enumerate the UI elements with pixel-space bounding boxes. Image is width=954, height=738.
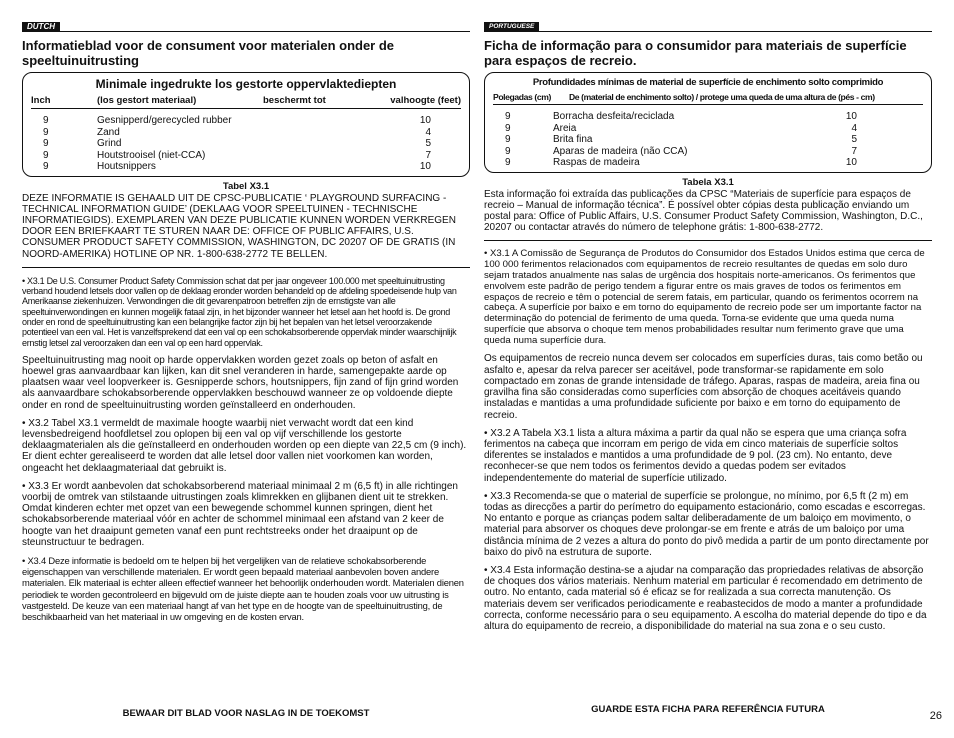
table-row: 9 Grind 5 bbox=[43, 138, 431, 149]
column-header: De (material de enchimento solto) / protege uma queda de uma altura de (pés - cm) bbox=[569, 92, 875, 102]
table-row: 9 Borracha desfeita/reciclada 10 bbox=[505, 111, 857, 122]
divider bbox=[22, 267, 470, 268]
table-row: 9 Zand 4 bbox=[43, 126, 431, 138]
table-row: 9 Aparas de madeira (não CCA) 7 bbox=[505, 145, 857, 157]
footer-note: GUARDE ESTA FICHA PARA REFERÊNCIA FUTURA bbox=[591, 704, 825, 715]
paragraph-x3-1: • X3.1 A Comissão de Segurança de Produtos do Consumidor dos Estados Unidos estima que cerca de 100 000 ferimentos relacionados com equipamentos de recreio resultantes de quedas em solo duro sejam tratados anualmente nas salas de urgência dos hospitais norte-americanos. Os ferimentos que envolvem este padrão de perigo tendem a figurar entre os mais graves de todos os ferimentos em espaços de recreio e têm o potencial de serem fatais, em particular, quando os ferimentos ocorrem na cabeça. A superfície por baixo e em torno do equipamento de recreio pode ser um importante factor na determinação do potencial de ferimento de uma queda. Torna-se evidente que uma queda numa superfície que absorva o choque tem menos probabilidades resultar num ferimento grave que uma queda numa superfície dura. bbox=[484, 248, 925, 346]
table-title: Profundidades mínimas de material de superfície de enchimento solto comprimido bbox=[532, 77, 884, 88]
paragraph-x3-4: • X3.4 Deze informatie is bedoeld om te helpen bij het vergelijken van de relatieve schokabsorberende eigenschappen van verschillende materialen. Er wordt geen bepaald materiaal aanbevolen boven andere materialen. Elk materiaal is echter alleen effectief wanneer het behoorlijk onderhouden wordt. Materialen dienen periodiek te worden gecontroleerd en bijgevuld om de juiste diepte aan te houden zoals voor uw uitrusting is vastgesteld. De keuze van een materiaal hangt af van het type en de hoogte van de speeltuinuitrusting, de beschikbaarheid van het materiaal in uw omgeving en de kosten ervan. bbox=[22, 555, 464, 623]
column-header: Inch bbox=[31, 95, 51, 106]
divider bbox=[484, 240, 932, 241]
language-tag: DUTCH bbox=[22, 22, 60, 31]
table-row: 9 Houtsnippers 10 bbox=[43, 161, 431, 172]
source-note: DEZE INFORMATIE IS GEHAALD UIT DE CPSC-PUBLICATIE ‘ PLAYGROUND SURFACING - TECHNICAL INFORMATION GUIDE’ (DEKLAAG VOOR SPEELTUINEN - TECHNISCHE INFORMATIEGIDS). EXEMPLAREN VAN DEZE PUBLICATIE KUNNEN WORDEN VERKREGEN DOOR EEN BRIEFKAART TE STUREN NAAR DE: OFFICE OF PUBLIC AFFAIRS, U.S. CONSUMER PRODUCT SAFETY COMMISSION, WASHINGTON, DC 20207 OF DE GRATIS (IN NOORD-AMERIKA) HOTLINE OP NR. 1-800-638-2772 TE BELLEN. bbox=[22, 192, 456, 260]
column-header: Polegadas (cm) bbox=[493, 92, 551, 102]
paragraph-x3-4: • X3.4 Esta informação destina-se a ajudar na comparação das propriedades relativas de absorção de choques dos vários materiais. Nenhum material em particular é recomendado em detrimento de outro. No entanto, cada material só é eficaz se for realizada a sua correcta manutenção. Os materiais devem ser verificados periodicamente e reabastecidos de modo a manter a profundidade correcta, conforme necessário para o seu equipamento. A escolha do material depende do tipo e da altura do equipamento de recreio, a disponibilidade do material na sua zona e o seu custo. bbox=[484, 564, 927, 632]
page-number: 26 bbox=[929, 710, 942, 722]
language-tag: PORTUGUESE bbox=[484, 22, 539, 31]
depth-table bbox=[22, 72, 470, 177]
table-row: 9 Brita fina 5 bbox=[505, 134, 857, 145]
language-bar bbox=[22, 22, 470, 32]
paragraph-x3-3: • X3.3 Recomenda-se que o material de superfície se prolongue, no mínimo, por 6,5 ft (2 m) em todas as direcções a partir do perímetro do equipamento estacionário, como escadas e escorregas. No entanto e porque as crianças podem saltar deliberadamente de um baloiço em movimento, o material para absorver os choques deve prolongar-se em frente e atrás de um baloiço por uma distância mínima de 2 vezes a altura do ponto do pivô medida a partir de um ponto directamente por baixo do pivô na estrutura de suporte. bbox=[484, 490, 929, 558]
paragraph-surfaces: Os equipamentos de recreio nunca devem ser colocados em superfícies duras, tais como betão ou asfalto e, apesar da relva parecer ser aceitável, pode transformar-se rapidamente em solo compactado em zonas de grande intensidade de tráfego. Aparas, raspas de madeira, areia fina ou gravilha fina são consideradas como superfícies com absorção de choques aceitáveis quando instaladas e mantidas a uma profundidade suficiente por baixo e em torno do equipamento de recreio. bbox=[484, 353, 923, 421]
table-title: Minimale ingedrukte los gestorte oppervlaktediepten bbox=[95, 77, 397, 91]
depth-table bbox=[484, 72, 932, 173]
source-note: Esta informação foi extraída das publicações da CPSC “Materiais de superfície para espaços de recreio – Manual de informação técnica”. É possível obter cópias desta publicação enviando um postal para: Office of Public Affairs, U.S. Consumer Product Safety Commission, Washington, D.C., 20207 ou contactar através do número de telephone grátis: 1-800-638-2772. bbox=[484, 188, 923, 234]
paragraph-x3-2: • X3.2 A Tabela X3.1 lista a altura máxima a partir da qual não se espera que uma criança sofra ferimentos na cabeça que incorram em perigo de vida em cinco materiais de superfície soltos diferentes se instalados e mantidos a uma profundidade de 9 pol. (23 cm). No entanto, deve reconhecer-se que nem todos os ferimentos devido a quedas podem ser evitados independentemente do material de superfície utilizado. bbox=[484, 427, 907, 484]
footer-note: BEWAAR DIT BLAD VOOR NASLAG IN DE TOEKOMST bbox=[122, 708, 370, 719]
column-header: beschermt tot bbox=[263, 95, 326, 106]
table-header bbox=[493, 92, 923, 105]
paragraph-surfaces: Speeltuinuitrusting mag nooit op harde oppervlakken worden gezet zoals op beton of asfalt en hoewel gras aanvaardbaar kan lijken, kan dit snel veranderen in harde, samengepakte aarde op plaatsen waar veel loopverkeer is. Gesnipperde schors, houtsnippers, fijn zand of fijn grind worden als aanvaardbare schokabsorberende oppervlakken beschouwd wanneer ze op voldoende diepte onder en rond de speeltuinuitrusting worden geïnstalleerd en onderhouden. bbox=[22, 354, 459, 411]
page-title: Ficha de informação para o consumidor para materiais de superfície para espaços de recreio. bbox=[484, 38, 907, 68]
language-bar bbox=[484, 22, 932, 32]
dutch-column bbox=[22, 22, 470, 629]
table-header bbox=[31, 95, 461, 109]
paragraph-x3-1: • X3.1 De U.S. Consumer Product Safety Commission schat dat per jaar ongeveer 100.000 met speeltuinuitrusting verband houdend letsels door vallen op de deklaag eronder worden behandeld op de afdeling spoedeisende hulp van Amerikaanse ziekenhuizen. Verwondingen die dit gevarenpatroon betreffen zijn de ernstigste van alle speeltuinverwondingen en kunnen mogelijk fataal zijn, in het bijzonder wanneer het letsel aan het hoofd is. De grond onder en rond de speeltuinuitrusting kan een belangrijke factor zijn bij het bepalen van het letsel veroorzakende potentieel van een val. Het is vanzelfsprekend dat een val op een schokabsorberende oppervlak minder waarschijnlijk ernstig letsel zal veroorzaken dan een val op een hard oppervlak. bbox=[22, 275, 457, 348]
paragraph-x3-2: • X3.2 Tabel X3.1 vermeldt de maximale hoogte waarbij niet verwacht wordt dat een kind levensbedreigend hoofdletsel zou oplopen bij een val op vijf verschillende los gestorte deklaagmaterialen als die geïnstalleerd en onderhouden worden op een diepte van 22,5 cm (9 inch). Er dient echter gerealiseerd te worden dat alle letsel door vallen niet voorkomen kan worden, ongeacht het deklaagmateriaal dat gebruikt is. bbox=[22, 417, 467, 474]
table-caption: Tabel X3.1 bbox=[222, 180, 270, 192]
column-header: valhoogte (feet) bbox=[390, 95, 461, 106]
table-row: 9 Gesnipperd/gerecycled rubber 10 bbox=[43, 115, 431, 126]
table-caption: Tabela X3.1 bbox=[682, 176, 734, 188]
paragraph-x3-3: • X3.3 Er wordt aanbevolen dat schokabsorberend materiaal minimaal 2 m (6,5 ft) in alle richtingen voorbij de omtrek van stilstaande uitrustingen zoals klimrekken en glijbanen dient uit te strekken. Omdat kinderen echter met opzet van een bewegende schommel kunnen springen, dient het schokabsorberende materiaal vóór en achter de schommel minimaal een afstand van 2 keer de hoogte van het draaipunt gemeten vanaf een punt rechtstreeks onder het draaipunt op de steunstructuur te bedragen. bbox=[22, 480, 458, 548]
portuguese-column bbox=[484, 22, 932, 639]
page-title: Informatieblad voor de consument voor materialen onder de speeltuinuitrusting bbox=[22, 38, 395, 68]
table-row: 9 Houtstrooisel (niet-CCA) 7 bbox=[43, 149, 431, 161]
table-row: 9 Raspas de madeira 10 bbox=[505, 157, 857, 168]
column-header: (los gestort materiaal) bbox=[97, 95, 197, 106]
table-row: 9 Areia 4 bbox=[505, 122, 857, 134]
